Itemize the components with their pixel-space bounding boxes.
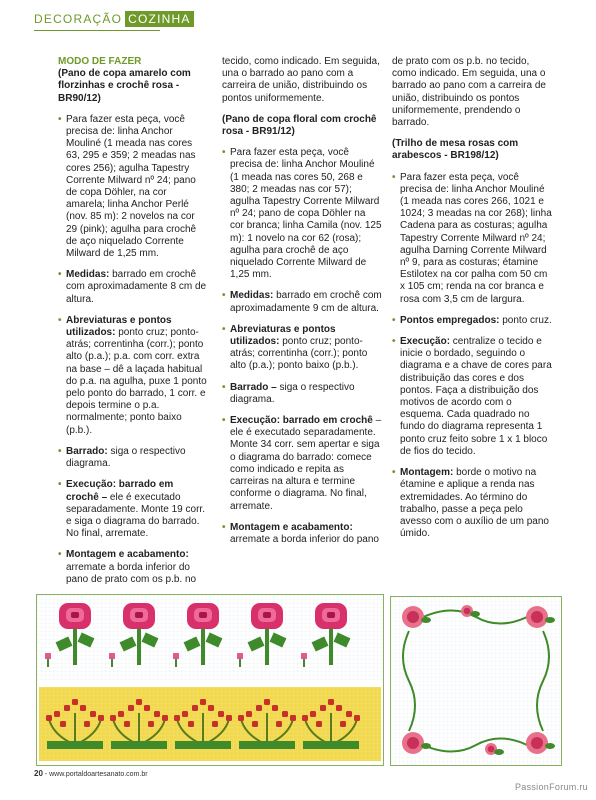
barrado-item: • Barrado: siga o respectivo diagrama. — [58, 446, 208, 470]
section-tag: COZINHA — [125, 11, 193, 27]
rose-frame-illustration — [391, 597, 561, 765]
pontos-item: • Pontos empregados: ponto cruz. — [392, 315, 552, 327]
rose-strips-illustration — [37, 595, 383, 765]
column-3 — [392, 56, 552, 549]
column-1 — [58, 56, 208, 595]
header-rule — [34, 30, 160, 31]
continued-text: tecido, como indicado. Em seguida, una o barrado ao pano com a carreira de união, distribuindo os pontos uniformemente. — [222, 56, 380, 104]
abreviaturas-item: • Abreviaturas e pontos utilizados: ponto cruz; ponto-atrás; correntinha (corr.); ponto alto (p.a.); ponto baixo (p.b.). — [222, 324, 382, 373]
montagem-item: • Montagem e acabamento: arremate a borda inferior do pano de prato com os p.b. no — [58, 549, 208, 586]
table-runner-pattern — [390, 596, 562, 766]
column-2 — [222, 56, 382, 555]
medidas-item: • Medidas: barrado em crochê com aproximadamente 8 cm de altura. — [58, 269, 208, 306]
watermark: PassionForum.ru — [514, 782, 588, 792]
project-title-br90: (Pano de copa amarelo com florzinhas e crochê rosa - BR90/12) — [58, 68, 191, 104]
materials-item: • Para fazer esta peça, você precisa de: linha Anchor Mouliné (1 meada nas cores 266, 1021 e 1024; 3 meadas na cor 268); linha Cadena para as costuras; agulha Tapestry Corrente Milward nº 24; agulha Darning Corrente Milward nº 9, para as costuras; étamine Estilotex na cor palha com 50 cm x 105 cm; renda na cor branca e rosa com 3,5 cm de largura. — [392, 172, 552, 306]
medidas-item: • Medidas: barrado em crochê com aproximadamente 9 cm de altura. — [222, 290, 382, 314]
page-number: 20 — [34, 769, 43, 778]
barrado-item: • Barrado – siga o respectivo diagrama. — [222, 382, 382, 406]
materials-item: • Para fazer esta peça, você precisa de: linha Anchor Mouliné (1 meada nas cores 50, 268 e 380; 2 meadas nas cor 57); agulha Tapestry Corrente Milward nº 24; pano de copa Döhler na cor branca; linha Camila (nov. 125 m): 1 novelo na cor 62 (rosa); agulha para crochê de aço niquelado Corrente Milward de 1,25 mm. — [222, 147, 382, 281]
montagem-item: • Montagem: borde o motivo na étamine e aplique a renda nas extremidades. Ao término do trabalho, passe a peça pelo avesso com o auxílio de um pano úmido. — [392, 467, 552, 540]
montagem-item: • Montagem e acabamento: arremate a borda inferior do pano — [222, 522, 382, 546]
site-url: - www.portaldoartesanato.com.br — [42, 771, 148, 778]
cross-stitch-pattern-strips — [36, 594, 384, 766]
heading-modo-de-fazer: MODO DE FAZER — [58, 56, 142, 67]
execucao-item: • Execução: barrado em crochê – ele é executado separadamente. Monte 19 corr. e siga o diagrama do barrado. No final, arremate. — [58, 479, 208, 540]
execucao-item: • Execução: centralize o tecido e inicie o bordado, seguindo o diagrama e a chave de cores para distribuição das cores e dos pontos. Faça a distribuição dos motivos de acordo com o esquema. Cada quadrado no fundo do diagrama representa 1 ponto cruz feito sobre 1 x 1 bloco de fios do tecido. — [392, 336, 552, 458]
page-footer — [34, 769, 148, 778]
abreviaturas-item: • Abreviaturas e pontos utilizados: ponto cruz; ponto-atrás; correntinha (corr.); ponto alto (p.a.); p.a. com corr. extra na base – dê a laçada habitual do p.a. na agulha, puxe 1 ponto pelo ponto do barrado, 1 corr. e depois termine o p.a. normalmente; ponto baixo (p.b.). — [58, 315, 208, 437]
section-label: DECORAÇÃO — [34, 12, 123, 26]
materials-item: • Para fazer esta peça, você precisa de: linha Anchor Mouliné (1 meada nas cores 63, 295 e 359; 2 meadas nas cores 256); agulha Tapestry Corrente Milward nº 24; pano de copa Döhler, na cor amarela; linha Anchor Perlé (nov. 85 m): 2 novelos na cor 29 (pink); agulha para crochê de aço niquelado Corrente Milward de 1,25 mm. — [58, 114, 208, 260]
execucao-item: • Execução: barrado em crochê – ele é executado separadamente. Monte 34 corr. sem apertar e siga o diagrama do barrado: comece como indicado e repita as carreiras na altura e termine conforme o diagrama. No final, arremate. — [222, 415, 382, 513]
continued-text: de prato com os p.b. no tecido, como indicado. Em seguida, una o barrado ao pano com a carreira de união, distribuindo os pontos uniformemente, prendendo o barrado. — [392, 56, 546, 129]
section-header — [34, 10, 194, 28]
project-title-br91: (Pano de copa floral com crochê rosa - BR91/12) — [222, 113, 377, 138]
project-title-br198: (Trilho de mesa rosas com arabescos - BR198/12) — [392, 138, 519, 162]
